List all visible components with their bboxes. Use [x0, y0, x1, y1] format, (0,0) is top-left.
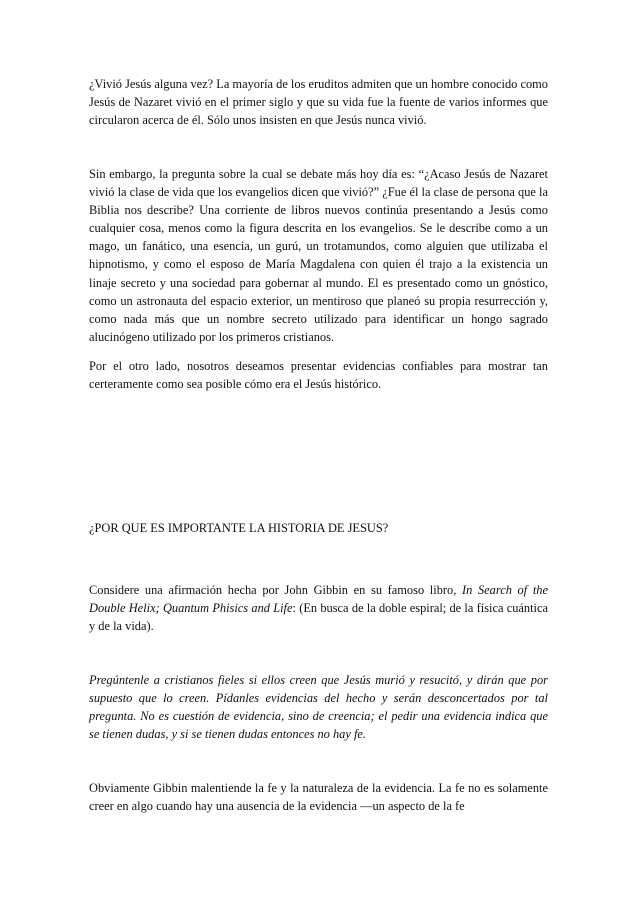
book-title: In Search of the Double Helix; Quantum Phisics and Life: [89, 583, 548, 616]
gibbin-intro-translation: : (En busca de la doble espiral; de la física cuántica y de la vida).: [89, 601, 548, 634]
paragraph-existence-of-jesus: ¿Vivió Jesús alguna vez? La mayoría de los eruditos admiten que un hombre conocido como Jesús de Nazaret vivió en el primer siglo y que su vida fue la fuente de varios informes que circularon acerca de él. Sólo unos insisten en que Jesús nunca vivió.: [89, 77, 548, 128]
gibbin-intro-text: Considere una afirmación hecha por John Gibbin en su famoso libro,: [89, 583, 462, 597]
paragraph-debate-question: Sin embargo, la pregunta sobre la cual se debate más hoy día es: “¿Acaso Jesús de Nazaret vivió la clase de vida que los evangelios dicen que vivió?” ¿Fue él la clase de persona que la Biblia nos describe? Una corriente de libros nuevos continúa presentando a Jesús como cualquier cosa, menos como la figura descrita en los evangelios. Se le describe como a un mago, un fanático, una esencia, un gurú, un trotamundos, como alguien que utilizaba el hipnotismo, y como el esposo de María Magdalena con quien él trajo a la existencia un linaje secreto y una sociedad para gobernar al mundo. El es presentado como un gnóstico, como un astronauta del espacio exterior, un mentiroso que planeó su propia resurrección y, como nada más que un nombre secreto utilizado para identificar un hongo sagrado alucinógeno utilizado por los primeros cristianos.: [89, 167, 548, 344]
paragraph-gibbin-intro: [89, 581, 548, 635]
paragraph-reliable-evidence: Por el otro lado, nosotros deseamos presentar evidencias confiables para mostrar tan certeramente como sea posible cómo era el Jesús histórico.: [89, 359, 548, 392]
gibbin-quote: Pregúntenle a cristianos fieles si ellos creen que Jesús murió y resucitó, y dirán que por supuesto que lo creen. Pídanles evidencias del hecho y serán desconcertados por tal pregunta. No es cuestión de evidencia, sino de creencia; el pedir una evidencia indica que se tienen dudas, y si se tienen dudas entonces no hay fe.: [89, 673, 548, 742]
paragraph-faith-and-evidence: Obviamente Gibbin malentiende la fe y la naturaleza de la evidencia. La fe no es solamente creer en algo cuando hay una ausencia de la evidencia —un aspecto de la fe: [89, 781, 548, 814]
section-heading: ¿POR QUE ES IMPORTANTE LA HISTORIA DE JESUS?: [89, 521, 389, 535]
